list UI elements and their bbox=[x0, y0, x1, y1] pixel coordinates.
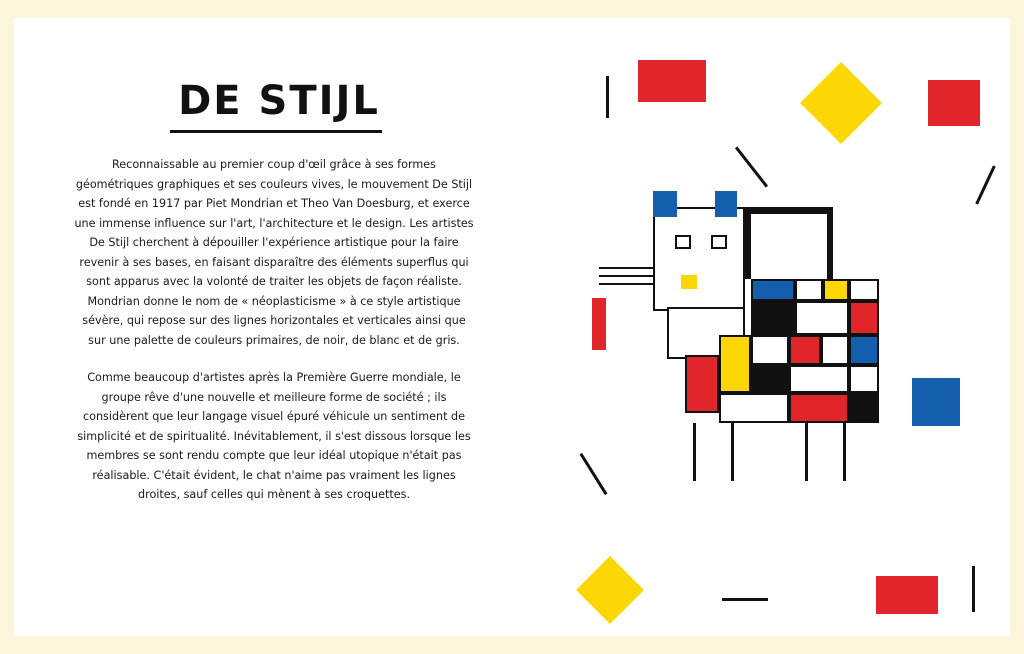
rule-diagonal-upper-right bbox=[975, 165, 995, 204]
body-cell-red-3 bbox=[789, 335, 821, 365]
body-cell-red-1 bbox=[849, 301, 879, 335]
body-cell-blue-1 bbox=[751, 279, 795, 301]
whisker-left-1 bbox=[599, 267, 653, 269]
text-column bbox=[74, 78, 474, 505]
body-cell-white-6 bbox=[789, 365, 849, 393]
red-bar-left bbox=[592, 298, 606, 350]
rule-diagonal-upper bbox=[735, 146, 768, 187]
body-cell-black-3 bbox=[751, 365, 789, 393]
rule-horizontal-bottom bbox=[722, 598, 768, 601]
body-cell-blue-2 bbox=[849, 335, 879, 365]
article-sheet bbox=[14, 18, 1010, 636]
red-square-top-left bbox=[638, 60, 706, 102]
body-black-top-bar bbox=[745, 207, 833, 214]
body-cell-white-1 bbox=[795, 279, 823, 301]
leg-2 bbox=[731, 423, 734, 481]
ear-right-blue bbox=[715, 191, 737, 217]
rule-vertical-top-left bbox=[606, 76, 609, 118]
body-cell-white-3 bbox=[795, 301, 849, 335]
leg-1 bbox=[693, 423, 696, 481]
body-cell-white-7 bbox=[849, 365, 879, 393]
yellow-diamond-top bbox=[800, 62, 882, 144]
body-cell-black-2 bbox=[751, 301, 795, 335]
body-cell-red-4 bbox=[789, 393, 849, 423]
body-cell-white-5 bbox=[821, 335, 849, 365]
ear-left-blue bbox=[653, 191, 677, 217]
blue-square-right bbox=[912, 378, 960, 426]
body-black-right-spine bbox=[827, 214, 833, 279]
red-square-top-right bbox=[928, 80, 980, 126]
yellow-diamond-bottom bbox=[576, 556, 644, 624]
rule-diagonal-lower-left bbox=[580, 453, 608, 495]
body-cell-yellow-1 bbox=[823, 279, 849, 301]
title-underline bbox=[170, 130, 382, 133]
body-cell-black-4 bbox=[849, 393, 879, 423]
leg-3 bbox=[805, 423, 808, 481]
body-black-top bbox=[745, 207, 751, 279]
body-cell-yellow-2 bbox=[719, 335, 751, 393]
paragraph-2: Comme beaucoup d'artistes après la Première Guerre mondiale, le groupe rêve d'une nouvelle et meilleure forme de société ; ils considèrent que leur langage visuel épuré véhicule un sentiment de simplicité et de spiritualité. Inévitablement, il s'est dissous lorsque les membres se sont rendu compte que leur idéal utopique n'était pas réalisable. C'était évident, le chat n'aime pas vraiment les lignes droites, sauf celles qui mènent à ses croquettes. bbox=[77, 371, 471, 501]
body-cell-white-4 bbox=[751, 335, 789, 365]
nose-yellow bbox=[681, 275, 697, 289]
body-cell-red-2 bbox=[685, 355, 719, 413]
body-cell-white-8 bbox=[719, 393, 789, 423]
mondrian-cat-figure bbox=[639, 193, 914, 448]
cat-head-outline bbox=[653, 207, 745, 311]
paragraph-1: Reconnaissable au premier coup d'œil grâce à ses formes géométriques graphiques et ses couleurs vives, le mouvement De Stijl est fondé en 1917 par Piet Mondrian et Theo Van Doesburg, et exerce une immense influence sur l'art, l'architecture et le design. Les artistes De Stijl cherchent à dépouiller l'expérience artistique pour la faire revenir à ses bases, en faisant disparaître des éléments superflus qui sont apparus avec la volonté de traiter les objets de façon réaliste. Mondrian donne le nom de « néoplasticisme » à ce style artistique sévère, qui repose sur des lignes horizontales et verticales ainsi que sur une palette de couleurs primaires, de noir, de blanc et de gris. bbox=[74, 158, 474, 347]
rule-vertical-bottom-right bbox=[972, 566, 975, 612]
artwork-composition bbox=[554, 38, 1004, 616]
eye-left bbox=[675, 235, 691, 249]
whisker-left-3 bbox=[599, 283, 653, 285]
red-square-bottom-right bbox=[876, 576, 938, 614]
eye-right bbox=[711, 235, 727, 249]
body-cell-white-2 bbox=[849, 279, 879, 301]
whisker-left-2 bbox=[599, 275, 653, 277]
page-title: DE STIJL bbox=[178, 78, 380, 124]
leg-4 bbox=[843, 423, 846, 481]
